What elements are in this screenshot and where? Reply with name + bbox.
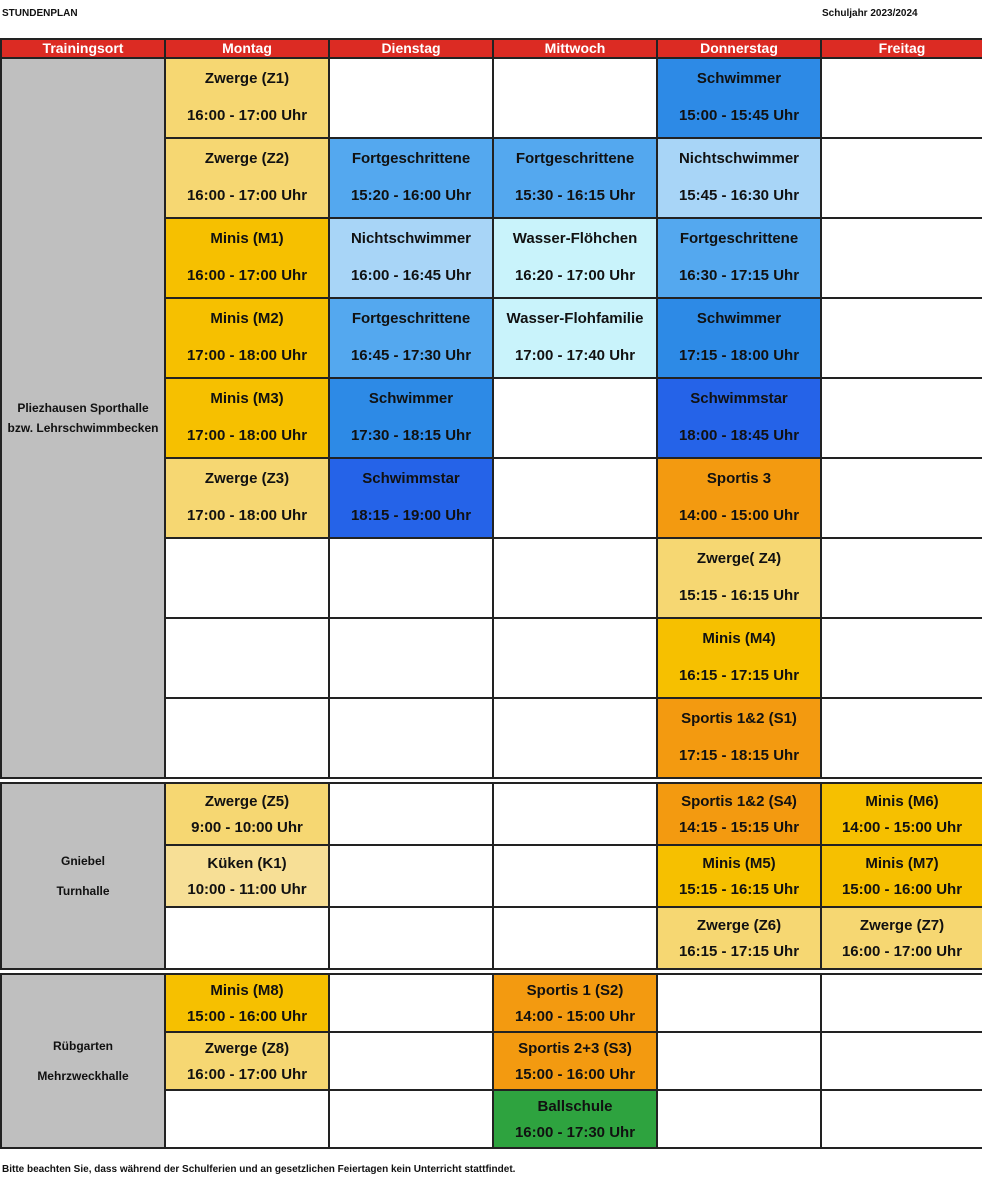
course-cell — [657, 698, 821, 778]
empty-cell — [493, 783, 657, 845]
empty-cell — [165, 698, 329, 778]
course-time: 15:00 - 16:00 Uhr — [514, 1065, 636, 1083]
course-name: Schwimmer — [368, 390, 454, 407]
course-time: 17:15 - 18:15 Uhr — [678, 747, 800, 764]
course-name: Minis (M7) — [865, 854, 939, 872]
course-name: Zwerge (Z3) — [204, 470, 290, 487]
empty-cell — [493, 845, 657, 907]
course-cell — [657, 907, 821, 969]
course-time: 18:00 - 18:45 Uhr — [678, 427, 800, 444]
course-time: 15:00 - 16:00 Uhr — [186, 1007, 308, 1025]
course-time: 17:30 - 18:15 Uhr — [350, 427, 472, 444]
header-row — [1, 39, 982, 58]
course-name: Nichtschwimmer — [350, 230, 472, 247]
course-time: 15:15 - 16:15 Uhr — [678, 880, 800, 898]
table-row — [1, 58, 982, 138]
course-name: Minis (M3) — [210, 390, 284, 407]
course-time: 16:00 - 17:00 Uhr — [186, 1065, 308, 1083]
course-time: 10:00 - 11:00 Uhr — [187, 880, 307, 898]
course-cell — [165, 974, 329, 1032]
location-line: Pliezhausen Sporthalle — [17, 401, 149, 415]
course-cell — [329, 298, 493, 378]
course-cell — [657, 458, 821, 538]
course-name: Zwerge( Z4) — [696, 550, 782, 567]
table-row — [1, 974, 982, 1032]
empty-cell — [821, 58, 982, 138]
course-name: Schwimmer — [696, 310, 782, 327]
course-time: 17:00 - 18:00 Uhr — [186, 427, 308, 444]
course-time: 17:00 - 18:00 Uhr — [186, 347, 308, 364]
empty-cell — [821, 974, 982, 1032]
course-cell — [657, 218, 821, 298]
empty-cell — [821, 618, 982, 698]
course-cell — [657, 298, 821, 378]
empty-cell — [329, 1032, 493, 1090]
empty-cell — [329, 618, 493, 698]
course-cell — [165, 378, 329, 458]
course-name: Fortgeschrittene — [515, 150, 635, 167]
course-time: 17:00 - 18:00 Uhr — [186, 507, 308, 524]
empty-cell — [493, 907, 657, 969]
location-line: Mehrzweckhalle — [37, 1069, 129, 1083]
course-time: 14:00 - 15:00 Uhr — [678, 507, 800, 524]
course-time: 16:15 - 17:15 Uhr — [678, 942, 800, 960]
course-cell — [165, 458, 329, 538]
column-header: Trainingsort — [1, 39, 165, 58]
empty-cell — [493, 698, 657, 778]
empty-cell — [821, 458, 982, 538]
page-title: STUNDENPLAN — [2, 8, 78, 19]
course-cell — [329, 458, 493, 538]
empty-cell — [493, 378, 657, 458]
course-cell — [657, 783, 821, 845]
course-name: Fortgeschrittene — [679, 230, 799, 247]
empty-cell — [329, 783, 493, 845]
course-name: Schwimmer — [696, 70, 782, 87]
course-name: Minis (M5) — [702, 854, 776, 872]
table-row — [1, 783, 982, 845]
course-name: Schwimmstar — [362, 470, 460, 487]
empty-cell — [329, 907, 493, 969]
empty-cell — [657, 1032, 821, 1090]
empty-cell — [329, 1090, 493, 1148]
course-cell — [493, 1090, 657, 1148]
course-name: Minis (M4) — [702, 630, 776, 647]
course-time: 14:15 - 15:15 Uhr — [678, 818, 800, 836]
course-time: 16:00 - 16:45 Uhr — [350, 267, 472, 284]
course-name: Zwerge (Z8) — [204, 1039, 290, 1057]
course-time: 16:00 - 17:00 Uhr — [186, 267, 308, 284]
course-name: Nichtschwimmer — [678, 150, 800, 167]
empty-cell — [329, 58, 493, 138]
course-time: 16:15 - 17:15 Uhr — [678, 667, 800, 684]
course-time: 15:00 - 15:45 Uhr — [678, 107, 800, 124]
course-time: 16:20 - 17:00 Uhr — [514, 267, 636, 284]
empty-cell — [165, 907, 329, 969]
course-cell — [329, 138, 493, 218]
course-name: Zwerge (Z5) — [204, 792, 290, 810]
course-cell — [657, 378, 821, 458]
empty-cell — [821, 1032, 982, 1090]
course-cell — [821, 907, 982, 969]
training-location — [1, 783, 165, 969]
course-time: 15:20 - 16:00 Uhr — [350, 187, 472, 204]
column-header: Donnerstag — [657, 39, 821, 58]
course-name: Fortgeschrittene — [351, 150, 471, 167]
course-time: 9:00 - 10:00 Uhr — [191, 818, 303, 836]
course-cell — [329, 218, 493, 298]
course-name: Minis (M1) — [210, 230, 284, 247]
course-cell — [657, 138, 821, 218]
course-name: Ballschule — [537, 1097, 613, 1115]
column-header: Montag — [165, 39, 329, 58]
course-cell — [493, 218, 657, 298]
empty-cell — [329, 974, 493, 1032]
course-time: 16:00 - 17:00 Uhr — [186, 187, 308, 204]
course-cell — [165, 58, 329, 138]
empty-cell — [821, 378, 982, 458]
course-time: 18:15 - 19:00 Uhr — [350, 507, 472, 524]
course-name: Küken (K1) — [207, 854, 287, 872]
course-time: 15:15 - 16:15 Uhr — [678, 587, 800, 604]
course-cell — [657, 58, 821, 138]
column-header: Mittwoch — [493, 39, 657, 58]
empty-cell — [329, 538, 493, 618]
course-time: 15:45 - 16:30 Uhr — [678, 187, 800, 204]
empty-cell — [493, 538, 657, 618]
course-name: Zwerge (Z6) — [696, 916, 782, 934]
footer-note: Bitte beachten Sie, dass während der Schulferien und an gesetzlichen Feiertagen kein Unterricht stattfindet. — [2, 1164, 516, 1175]
empty-cell — [821, 218, 982, 298]
empty-cell — [165, 1090, 329, 1148]
course-cell — [493, 974, 657, 1032]
course-name: Zwerge (Z7) — [859, 916, 945, 934]
course-cell — [493, 298, 657, 378]
empty-cell — [493, 58, 657, 138]
course-time: 16:30 - 17:15 Uhr — [678, 267, 800, 284]
course-name: Sportis 3 — [706, 470, 772, 487]
course-cell — [165, 218, 329, 298]
course-name: Wasser-Flohfamilie — [506, 310, 644, 327]
course-time: 16:00 - 17:00 Uhr — [186, 107, 308, 124]
course-name: Minis (M8) — [210, 981, 284, 999]
empty-cell — [821, 138, 982, 218]
location-line: Rübgarten — [53, 1039, 113, 1053]
training-location — [1, 58, 165, 778]
empty-cell — [657, 1090, 821, 1148]
course-name: Sportis 1 (S2) — [526, 981, 624, 999]
empty-cell — [165, 618, 329, 698]
course-cell — [165, 845, 329, 907]
course-name: Schwimmstar — [690, 390, 788, 407]
course-name: Minis (M6) — [865, 792, 939, 810]
empty-cell — [329, 698, 493, 778]
course-time: 17:00 - 17:40 Uhr — [514, 347, 636, 364]
training-location — [1, 974, 165, 1148]
course-name: Minis (M2) — [210, 310, 284, 327]
empty-cell — [821, 1090, 982, 1148]
course-name: Zwerge (Z1) — [204, 70, 290, 87]
course-cell — [329, 378, 493, 458]
course-cell — [657, 538, 821, 618]
empty-cell — [493, 618, 657, 698]
course-time: 15:00 - 16:00 Uhr — [841, 880, 963, 898]
course-cell — [821, 783, 982, 845]
course-name: Fortgeschrittene — [351, 310, 471, 327]
location-line: Gniebel — [60, 854, 105, 868]
course-time: 16:45 - 17:30 Uhr — [350, 347, 472, 364]
course-name: Sportis 2+3 (S3) — [518, 1039, 632, 1057]
course-time: 17:15 - 18:00 Uhr — [678, 347, 800, 364]
course-time: 15:30 - 16:15 Uhr — [514, 187, 636, 204]
empty-cell — [493, 458, 657, 538]
course-cell — [165, 1032, 329, 1090]
column-header: Freitag — [821, 39, 982, 58]
empty-cell — [821, 538, 982, 618]
location-line: bzw. Lehrschwimmbecken — [7, 421, 159, 435]
course-cell — [165, 298, 329, 378]
course-cell — [493, 1032, 657, 1090]
location-line: Turnhalle — [56, 884, 110, 898]
course-cell — [657, 618, 821, 698]
course-time: 14:00 - 15:00 Uhr — [841, 818, 963, 836]
course-cell — [165, 138, 329, 218]
empty-cell — [657, 974, 821, 1032]
course-cell — [165, 783, 329, 845]
course-name: Wasser-Flöhchen — [512, 230, 638, 247]
school-year: Schuljahr 2023/2024 — [822, 8, 918, 19]
course-name: Sportis 1&2 (S4) — [681, 792, 797, 810]
course-time: 16:00 - 17:00 Uhr — [841, 942, 963, 960]
empty-cell — [329, 845, 493, 907]
column-header: Dienstag — [329, 39, 493, 58]
schedule-table — [0, 38, 982, 1149]
course-time: 14:00 - 15:00 Uhr — [514, 1007, 636, 1025]
course-name: Zwerge (Z2) — [204, 150, 290, 167]
course-time: 16:00 - 17:30 Uhr — [514, 1123, 636, 1141]
empty-cell — [165, 538, 329, 618]
course-cell — [821, 845, 982, 907]
course-cell — [493, 138, 657, 218]
empty-cell — [821, 698, 982, 778]
course-cell — [657, 845, 821, 907]
course-name: Sportis 1&2 (S1) — [681, 710, 797, 727]
empty-cell — [821, 298, 982, 378]
